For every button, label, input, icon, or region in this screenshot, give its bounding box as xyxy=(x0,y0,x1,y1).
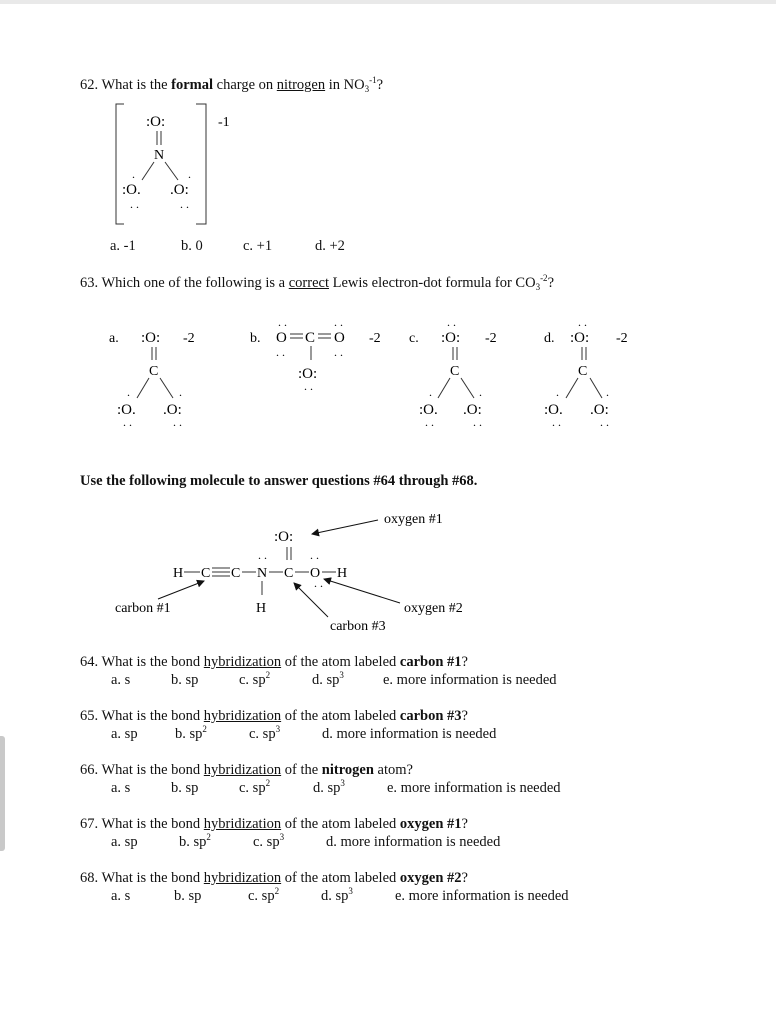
q67-answers xyxy=(111,834,591,854)
svg-text:. .: . . xyxy=(276,345,285,359)
svg-text:. .: . . xyxy=(473,415,482,428)
svg-text:. .: . . xyxy=(334,315,343,329)
answer-e[interactable]: e. more information is needed xyxy=(387,780,561,796)
question-target: nitrogen xyxy=(321,762,374,778)
answer-b[interactable]: b. $sp^2$ xyxy=(175,724,207,742)
svg-text:. .: . . xyxy=(258,548,267,562)
svg-text:. .: . . xyxy=(334,345,343,359)
svg-text:. .: . . xyxy=(123,415,132,428)
svg-text:. .: . . xyxy=(180,197,189,211)
question-mid: of the atom labeled xyxy=(284,708,397,724)
answer-a[interactable]: a. s xyxy=(111,672,131,688)
answer-c[interactable]: c. $sp^2$ xyxy=(239,670,271,688)
option-label: c. xyxy=(409,331,419,346)
label-oxygen-2: oxygen #2 xyxy=(404,601,463,616)
answer-d[interactable]: d. $sp^3$ xyxy=(321,886,353,904)
question-68: 68. What is the bond hybridization of the atom labeled oxygen #2? xyxy=(80,870,468,886)
svg-text:. .: . . xyxy=(173,415,182,428)
option-charge: -2 xyxy=(616,331,628,346)
option-label: d. xyxy=(544,331,555,346)
instruction-text: Use the following molecule to answer questions #64 through #68. xyxy=(80,473,478,489)
q66-answers xyxy=(111,780,591,800)
svg-text:H: H xyxy=(256,601,267,616)
option-charge: -2 xyxy=(485,331,497,346)
question-underlined: hybridization xyxy=(203,762,282,778)
svg-text:H: H xyxy=(173,566,184,581)
question-63: 63. Which one of the following is a correct Lewis electron-dot formula for $CO_3^{-2}$? xyxy=(80,273,554,292)
svg-text:.: . xyxy=(179,385,182,399)
label-oxygen-1: oxygen #1 xyxy=(384,512,443,527)
question-number: 65. xyxy=(80,708,99,724)
q63-option-d-structure[interactable] xyxy=(538,306,648,428)
answer-b[interactable]: b. sp xyxy=(171,780,199,796)
atom-oxygen-1: :O: xyxy=(274,529,294,545)
question-65: 65. What is the bond hybridization of the atom labeled carbon #3? xyxy=(80,708,468,724)
svg-text:. .: . . xyxy=(552,415,561,428)
question-lead: What is the xyxy=(101,77,168,93)
formula-superscript: -2 xyxy=(540,273,548,283)
option-charge: -2 xyxy=(183,331,195,346)
svg-text:.O:: .O: xyxy=(463,402,482,418)
question-target: oxygen #2 xyxy=(399,870,462,886)
svg-text::O:: :O: xyxy=(141,330,161,346)
question-target: carbon #3 xyxy=(399,708,462,724)
question-mid: of the xyxy=(284,762,319,778)
question-underlined: hybridization xyxy=(203,708,282,724)
option-charge: -2 xyxy=(369,331,381,346)
nitrogen-atom: N xyxy=(154,148,165,163)
answer-e[interactable]: e. more information is needed xyxy=(395,888,569,904)
svg-text:C: C xyxy=(305,330,316,346)
option-label: a. xyxy=(109,331,119,346)
svg-text:O: O xyxy=(334,330,345,346)
choice-b[interactable]: b. 0 xyxy=(181,238,203,254)
choice-a[interactable]: a. -1 xyxy=(110,238,136,254)
top-bar xyxy=(0,0,776,4)
nitrate-lewis-structure xyxy=(110,100,240,230)
question-underlined: hybridization xyxy=(203,870,282,886)
svg-text:.: . xyxy=(127,385,130,399)
q63-option-b-structure[interactable] xyxy=(248,306,388,396)
q63-option-c-structure[interactable] xyxy=(407,306,517,428)
svg-text:.: . xyxy=(479,385,482,399)
question-number: 64. xyxy=(80,654,99,670)
question-number: 66. xyxy=(80,762,99,778)
question-mid: of the atom labeled xyxy=(284,816,397,832)
svg-text:C: C xyxy=(284,566,294,581)
svg-text:. .: . . xyxy=(578,315,587,329)
question-number: 63. xyxy=(80,275,99,291)
svg-text:.O:: .O: xyxy=(163,402,182,418)
question-underlined: correct xyxy=(288,275,329,291)
svg-text:.: . xyxy=(606,385,609,399)
question-lead: What is the bond xyxy=(101,816,201,832)
svg-text:C: C xyxy=(450,364,460,379)
svg-text::O:: :O: xyxy=(570,330,590,346)
answer-c[interactable]: c. $sp^2$ xyxy=(239,778,271,796)
oxygen-top: :O: xyxy=(146,114,166,130)
question-lead: What is the bond xyxy=(101,708,201,724)
question-64: 64. What is the bond hybridization of the atom labeled carbon #1? xyxy=(80,654,468,670)
right-bracket xyxy=(196,104,206,224)
answer-a[interactable]: a. s xyxy=(111,888,131,904)
svg-text::O:: :O: xyxy=(441,330,461,346)
answer-b[interactable]: b. sp xyxy=(171,672,199,688)
oxygen-left: :O. xyxy=(122,182,141,198)
left-bracket xyxy=(116,104,124,224)
oxygen-right: .O: xyxy=(170,182,189,198)
svg-text:C: C xyxy=(201,566,211,581)
answer-d[interactable]: d. $sp^3$ xyxy=(312,670,344,688)
label-carbon-3: carbon #3 xyxy=(330,619,386,634)
svg-text:C: C xyxy=(149,364,159,379)
question-number: 68. xyxy=(80,870,99,886)
svg-text:H: H xyxy=(337,566,348,581)
formula-superscript: -1 xyxy=(369,75,377,85)
question-lead: What is the bond xyxy=(101,762,201,778)
answer-c[interactable]: c. $sp^3$ xyxy=(253,832,285,850)
question-tail: Lewis electron-dot formula for CO xyxy=(332,275,536,291)
question-lead: What is the bond xyxy=(101,654,201,670)
svg-text:. .: . . xyxy=(130,197,139,211)
svg-text::O:: :O: xyxy=(298,366,318,382)
svg-text:. .: . . xyxy=(425,415,434,428)
answer-c[interactable]: c. $sp^2$ xyxy=(248,886,280,904)
option-label: b. xyxy=(250,331,261,346)
question-underlined: nitrogen xyxy=(276,77,326,93)
question-number: 67. xyxy=(80,816,99,832)
svg-text:. .: . . xyxy=(278,315,287,329)
choice-d[interactable]: d. +2 xyxy=(315,238,345,254)
side-scroll-tab[interactable] xyxy=(0,736,5,851)
answer-c[interactable]: c. $sp^3$ xyxy=(249,724,281,742)
question-underlined: hybridization xyxy=(203,816,282,832)
question-lead: Which one of the following is a xyxy=(101,275,286,291)
answer-d[interactable]: d. more information is needed xyxy=(326,834,501,850)
svg-text::O.: :O. xyxy=(117,402,136,418)
formula-subscript: 3 xyxy=(535,282,541,292)
svg-text:N: N xyxy=(257,566,268,581)
question-target: oxygen #1 xyxy=(399,816,462,832)
answer-b[interactable]: b. $sp^2$ xyxy=(179,832,211,850)
question-emphasis: formal xyxy=(171,77,214,93)
question-target: carbon #1 xyxy=(399,654,462,670)
question-number: 62. xyxy=(80,77,99,93)
svg-text:.: . xyxy=(429,385,432,399)
question-mid: of the atom labeled xyxy=(284,870,397,886)
q64-answers xyxy=(111,672,591,692)
answer-a[interactable]: a. sp xyxy=(111,726,138,742)
answer-d[interactable]: d. $sp^3$ xyxy=(313,778,345,796)
q63-option-a-structure[interactable] xyxy=(105,318,215,428)
question-underlined: hybridization xyxy=(203,654,282,670)
choice-c[interactable]: c. +1 xyxy=(243,238,273,254)
question-lead: What is the bond xyxy=(101,870,201,886)
question-62: 62. What is the formal charge on nitrogen in $NO_3^{-1}$? xyxy=(80,75,384,94)
svg-text:C: C xyxy=(231,566,241,581)
svg-text:. .: . . xyxy=(304,379,313,393)
svg-text:.: . xyxy=(132,167,135,181)
q65-answers xyxy=(111,726,591,746)
svg-text:O: O xyxy=(310,566,321,581)
svg-text:.O:: .O: xyxy=(590,402,609,418)
svg-text:C: C xyxy=(578,364,588,379)
svg-text:.: . xyxy=(556,385,559,399)
svg-text:. .: . . xyxy=(447,315,456,329)
svg-text:O: O xyxy=(276,330,287,346)
answer-e[interactable]: e. more information is needed xyxy=(383,672,557,688)
question-67: 67. What is the bond hybridization of the atom labeled oxygen #1? xyxy=(80,816,468,832)
question-tail: in NO xyxy=(328,77,365,93)
svg-text::O.: :O. xyxy=(419,402,438,418)
answer-b[interactable]: b. sp xyxy=(174,888,202,904)
molecule-diagram xyxy=(100,505,520,635)
formula-subscript: 3 xyxy=(364,84,370,94)
structure-charge: -1 xyxy=(218,115,230,130)
answer-a[interactable]: a. s xyxy=(111,780,131,796)
q68-answers xyxy=(111,888,591,908)
label-carbon-1: carbon #1 xyxy=(115,601,171,616)
question-mid: charge on xyxy=(216,77,274,93)
svg-text:.: . xyxy=(188,167,191,181)
answer-d[interactable]: d. more information is needed xyxy=(322,726,497,742)
question-66: 66. What is the bond hybridization of the nitrogen atom? xyxy=(80,762,413,778)
question-mid: of the atom labeled xyxy=(284,654,397,670)
svg-text:. .: . . xyxy=(600,415,609,428)
svg-text::O.: :O. xyxy=(544,402,563,418)
answer-a[interactable]: a. sp xyxy=(111,834,138,850)
svg-text:. .: . . xyxy=(310,548,319,562)
svg-text:. .: . . xyxy=(314,576,323,590)
